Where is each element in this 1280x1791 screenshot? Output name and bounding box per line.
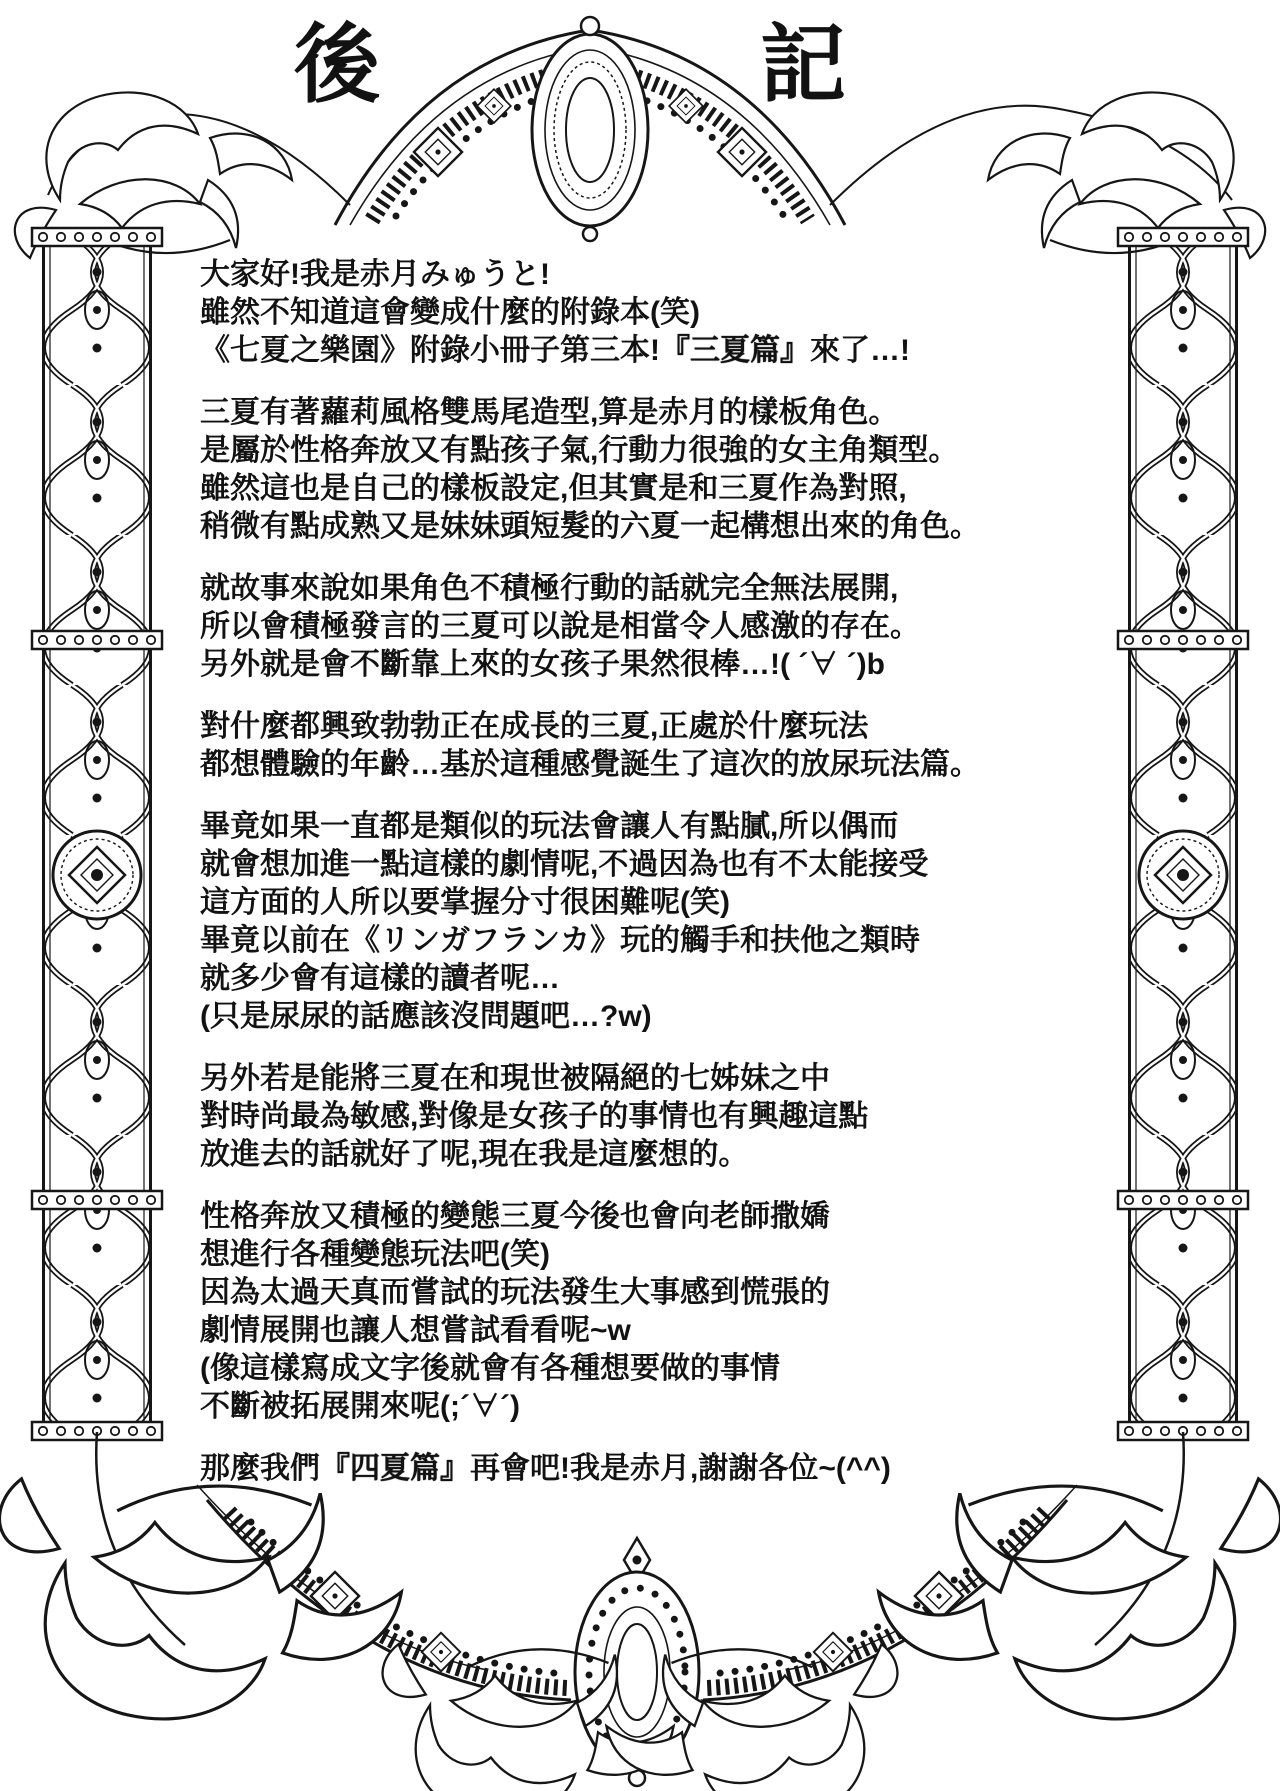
afterword-line: 是屬於性格奔放又有點孩子氣,行動力很強的女主角類型。 bbox=[200, 434, 959, 467]
paragraph-variety bbox=[200, 808, 1040, 1036]
afterword-line: 另外就是會不斷靠上來的女孩子果然很棒…!( ´∀ ´)b bbox=[200, 648, 885, 681]
afterword-line: 稍微有點成熟又是妹妹頭短髮的六夏一起構想出來的角色。 bbox=[200, 510, 980, 543]
afterword-line: 因為太過天真而嘗試的玩法發生大事感到慌張的 bbox=[200, 1276, 830, 1309]
paragraph-intro bbox=[200, 256, 1040, 370]
paragraph-character-design bbox=[200, 394, 1040, 546]
afterword-line: 放進去的話就好了呢,現在我是這麼想的。 bbox=[200, 1138, 749, 1171]
afterword-line: 對時尚最為敏感,對像是女孩子的事情也有興趣這點 bbox=[200, 1100, 869, 1133]
left-column-art bbox=[32, 228, 162, 1440]
bottom-right-flourish-art bbox=[879, 1479, 1280, 1719]
afterword-line: 三夏有著蘿莉風格雙馬尾造型,算是赤月的樣板角色。 bbox=[200, 396, 899, 429]
afterword-line: 就會想加進一點這樣的劇情呢,不過因為也有不太能接受 bbox=[200, 848, 929, 881]
afterword-line: 這方面的人所以要掌握分寸很困難呢(笑) bbox=[200, 886, 730, 919]
paragraph-future bbox=[200, 1198, 1040, 1426]
afterword-line: 劇情展開也讓人想嘗試看看呢~w bbox=[200, 1314, 631, 1347]
afterword-line: 不斷被拓展開來呢(;´∀´) bbox=[200, 1390, 520, 1423]
line-segment: 那麼我們 bbox=[200, 1452, 320, 1485]
afterword-line: 對什麼都興致勃勃正在成長的三夏,正處於什麼玩法 bbox=[200, 710, 869, 743]
afterword-line: (只是尿尿的話應該沒問題吧…?w) bbox=[200, 1000, 652, 1033]
bottom-left-flourish-art bbox=[0, 1479, 401, 1719]
afterword-line: 就多少會有這樣的讀者呢… bbox=[200, 962, 560, 995]
page-title-left-char: 後 bbox=[294, 17, 380, 113]
afterword-line: 大家好!我是赤月みゅうと! bbox=[200, 258, 550, 291]
afterword-line: 畢竟以前在《リンガフランカ》玩的觸手和扶他之類時 bbox=[200, 924, 920, 957]
paragraph-age bbox=[200, 708, 1040, 784]
afterword-line: (像這樣寫成文字後就會有各種想要做的事情 bbox=[200, 1352, 780, 1385]
paragraph-sisters bbox=[200, 1060, 1040, 1174]
afterword-line: 都想體驗的年齡…基於這種感覺誕生了這次的放尿玩法篇。 bbox=[200, 748, 980, 781]
booklet-title-emphasis: 『三夏篇』 bbox=[660, 334, 810, 367]
afterword-line: 性格奔放又積極的變態三夏今後也會向老師撒嬌 bbox=[200, 1200, 830, 1233]
top-crest-art bbox=[48, 17, 1232, 241]
top-right-flourish-art bbox=[988, 92, 1265, 258]
page-title-right-char: 記 bbox=[760, 17, 846, 113]
afterword-line: 想進行各種變態玩法吧(笑) bbox=[200, 1238, 550, 1271]
afterword-line: 雖然不知道這會變成什麼的附錄本(笑) bbox=[200, 296, 700, 329]
line-segment: 《七夏之樂園》附錄小冊子第三本! bbox=[200, 334, 660, 367]
paragraph-story bbox=[200, 570, 1040, 684]
line-segment: 再會吧!我是赤月,謝謝各位~(^^) bbox=[470, 1452, 891, 1485]
afterword-line bbox=[200, 332, 1040, 370]
afterword-line: 就故事來說如果角色不積極行動的話就完全無法展開, bbox=[200, 572, 899, 605]
afterword-line: 另外若是能將三夏在和現世被隔絕的七姊妹之中 bbox=[200, 1062, 830, 1095]
afterword-line: 畢竟如果一直都是類似的玩法會讓人有點膩,所以偶而 bbox=[200, 810, 899, 843]
bottom-swag-art bbox=[197, 1485, 1077, 1786]
paragraph-farewell bbox=[200, 1450, 1040, 1488]
line-segment: 來了…! bbox=[810, 334, 910, 367]
afterword-text bbox=[200, 256, 1040, 1512]
afterword-line: 所以會積極發言的三夏可以說是相當令人感激的存在。 bbox=[200, 610, 920, 643]
top-left-flourish-art bbox=[15, 92, 292, 258]
afterword-line: 雖然這也是自己的樣板設定,但其實是和三夏作為對照, bbox=[200, 472, 907, 505]
next-booklet-title-emphasis: 『四夏篇』 bbox=[320, 1452, 470, 1485]
right-column-art bbox=[1118, 228, 1248, 1440]
afterword-line bbox=[200, 1450, 1040, 1488]
